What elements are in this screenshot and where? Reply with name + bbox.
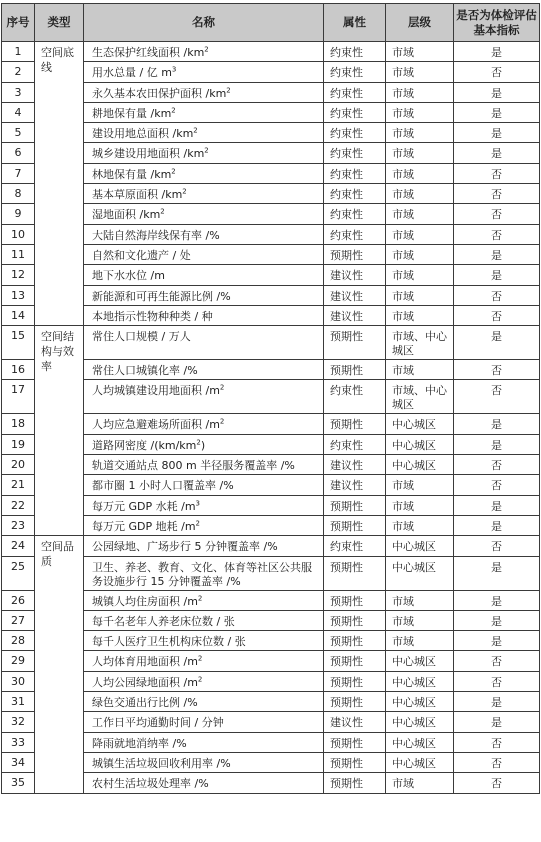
table-row — [2, 326, 540, 360]
cell-attr: 约束性 — [324, 380, 386, 414]
indicator-name: 城镇人均住房面积 /m — [92, 594, 198, 608]
cell-no: 33 — [2, 732, 35, 752]
cell-level: 市域 — [386, 515, 454, 535]
indicator-name: 城镇生活垃圾回收利用率 /% — [92, 756, 231, 770]
cell-name — [84, 752, 324, 772]
cell-no: 21 — [2, 475, 35, 495]
cell-level: 市域 — [386, 360, 454, 380]
cell-level: 市域 — [386, 143, 454, 163]
cell-basic: 是 — [454, 712, 540, 732]
cell-level: 中心城区 — [386, 752, 454, 772]
unit-exponent: 2 — [197, 675, 203, 684]
cell-name — [84, 631, 324, 651]
cell-attr: 预期性 — [324, 326, 386, 360]
unit-exponent: 3 — [171, 65, 177, 74]
cell-no: 32 — [2, 712, 35, 732]
unit-exponent: 2 — [195, 519, 201, 528]
cell-type: 空间底线 — [35, 42, 84, 326]
indicator-name: 常住人口规模 / 万人 — [92, 330, 191, 344]
cell-level: 市域 — [386, 82, 454, 102]
cell-attr: 预期性 — [324, 692, 386, 712]
cell-name — [84, 475, 324, 495]
cell-no: 13 — [2, 285, 35, 305]
cell-attr: 预期性 — [324, 556, 386, 590]
cell-basic: 否 — [454, 536, 540, 556]
cell-level: 市域、中心城区 — [386, 326, 454, 360]
cell-no: 29 — [2, 651, 35, 671]
indicator-name: 用水总量 / 亿 m — [92, 66, 172, 80]
cell-attr: 预期性 — [324, 651, 386, 671]
cell-attr: 建议性 — [324, 475, 386, 495]
indicator-name: 每千人医疗卫生机构床位数 / 张 — [92, 635, 246, 649]
cell-no: 34 — [2, 752, 35, 772]
indicator-name: 永久基本农田保护面积 /km — [92, 86, 227, 100]
cell-basic: 否 — [454, 62, 540, 82]
unit-exponent: 2 — [171, 167, 176, 176]
indicator-name: 常住人口城镇化率 /% — [92, 364, 198, 378]
cell-basic: 是 — [454, 102, 540, 122]
cell-attr: 约束性 — [324, 102, 386, 122]
cell-name — [84, 305, 324, 325]
cell-attr: 预期性 — [324, 244, 386, 264]
cell-no: 14 — [2, 305, 35, 325]
cell-no: 31 — [2, 692, 35, 712]
cell-name — [84, 265, 324, 285]
cell-name — [84, 610, 324, 630]
cell-no: 18 — [2, 414, 35, 434]
cell-no: 30 — [2, 671, 35, 691]
cell-level: 市域 — [386, 62, 454, 82]
unit-exponent: 2 — [197, 593, 203, 602]
cell-name — [84, 244, 324, 264]
cell-name — [84, 360, 324, 380]
cell-attr: 约束性 — [324, 163, 386, 183]
cell-name — [84, 224, 324, 244]
cell-name — [84, 536, 324, 556]
cell-attr: 预期性 — [324, 752, 386, 772]
cell-name — [84, 712, 324, 732]
unit-exponent: 2 — [204, 45, 209, 54]
cell-basic: 是 — [454, 82, 540, 102]
table-header — [2, 4, 540, 42]
cell-no: 7 — [2, 163, 35, 183]
unit-exponent: 2 — [226, 85, 231, 94]
cell-no: 20 — [2, 455, 35, 475]
cell-level: 市域 — [386, 773, 454, 793]
cell-basic: 否 — [454, 651, 540, 671]
cell-basic: 是 — [454, 631, 540, 651]
cell-basic: 否 — [454, 184, 540, 204]
cell-level: 中心城区 — [386, 556, 454, 590]
cell-no: 27 — [2, 610, 35, 630]
cell-name — [84, 62, 324, 82]
cell-no: 2 — [2, 62, 35, 82]
cell-attr: 约束性 — [324, 62, 386, 82]
cell-basic: 是 — [454, 610, 540, 630]
cell-attr: 约束性 — [324, 184, 386, 204]
cell-name — [84, 671, 324, 691]
indicator-name: 降雨就地消纳率 /% — [92, 736, 187, 750]
cell-basic: 否 — [454, 305, 540, 325]
cell-name — [84, 773, 324, 793]
cell-level: 市域 — [386, 495, 454, 515]
cell-attr: 约束性 — [324, 82, 386, 102]
indicator-name: 公园绿地、广场步行 5 分钟覆盖率 /% — [92, 540, 278, 554]
indicator-name: 卫生、养老、教育、文化、体育等社区公共服务设施步行 15 分钟覆盖率 /% — [92, 560, 312, 588]
cell-name — [84, 692, 324, 712]
cell-basic: 否 — [454, 732, 540, 752]
cell-name — [84, 42, 324, 62]
table-row — [2, 536, 540, 556]
cell-basic: 是 — [454, 590, 540, 610]
cell-no: 6 — [2, 143, 35, 163]
cell-level: 中心城区 — [386, 536, 454, 556]
cell-basic: 是 — [454, 244, 540, 264]
indicator-name: 绿色交通出行比例 /% — [92, 696, 198, 710]
indicator-name: 都市圈 1 小时人口覆盖率 /% — [92, 479, 234, 493]
cell-level: 中心城区 — [386, 434, 454, 454]
cell-name — [84, 590, 324, 610]
cell-name — [84, 414, 324, 434]
indicator-name: 人均体育用地面积 /m — [92, 655, 198, 669]
cell-attr: 预期性 — [324, 773, 386, 793]
cell-basic: 否 — [454, 163, 540, 183]
cell-level: 市域 — [386, 305, 454, 325]
cell-basic: 否 — [454, 671, 540, 691]
cell-level: 市域 — [386, 631, 454, 651]
cell-level: 市域 — [386, 163, 454, 183]
cell-level: 市域 — [386, 123, 454, 143]
indicator-name: 每万元 GDP 水耗 /m — [92, 499, 196, 513]
cell-no: 25 — [2, 556, 35, 590]
cell-no: 11 — [2, 244, 35, 264]
cell-basic: 否 — [454, 752, 540, 772]
cell-level: 市域 — [386, 224, 454, 244]
cell-basic: 否 — [454, 360, 540, 380]
cell-attr: 预期性 — [324, 732, 386, 752]
indicator-name: 基本草原面积 /km — [92, 188, 183, 202]
cell-name — [84, 515, 324, 535]
cell-basic: 否 — [454, 773, 540, 793]
indicator-table — [1, 3, 540, 794]
cell-attr: 预期性 — [324, 671, 386, 691]
cell-attr: 约束性 — [324, 123, 386, 143]
cell-no: 22 — [2, 495, 35, 515]
indicator-name: 林地保有量 /km — [92, 167, 172, 181]
indicator-name: 农村生活垃圾处理率 /% — [92, 777, 209, 791]
cell-level: 市域 — [386, 42, 454, 62]
cell-name — [84, 651, 324, 671]
header-type: 类型 — [35, 4, 84, 42]
indicator-name: 每万元 GDP 地耗 /m — [92, 519, 196, 533]
cell-name — [84, 434, 324, 454]
cell-level: 中心城区 — [386, 455, 454, 475]
cell-name — [84, 102, 324, 122]
cell-name — [84, 495, 324, 515]
cell-attr: 预期性 — [324, 590, 386, 610]
cell-type: 空间品质 — [35, 536, 84, 793]
unit-exponent: 2 — [182, 187, 187, 196]
cell-level: 中心城区 — [386, 692, 454, 712]
cell-name — [84, 184, 324, 204]
cell-name — [84, 143, 324, 163]
cell-attr: 约束性 — [324, 536, 386, 556]
cell-name — [84, 326, 324, 360]
unit-exponent: 2 — [171, 106, 176, 115]
cell-level: 中心城区 — [386, 671, 454, 691]
cell-name — [84, 732, 324, 752]
cell-no: 17 — [2, 380, 35, 414]
cell-attr: 预期性 — [324, 414, 386, 434]
cell-no: 26 — [2, 590, 35, 610]
indicator-name: 轨道交通站点 800 m 半径服务覆盖率 /% — [92, 459, 295, 473]
cell-basic: 是 — [454, 434, 540, 454]
table-row — [2, 42, 540, 62]
cell-attr: 约束性 — [324, 224, 386, 244]
indicator-name: 自然和文化遗产 / 处 — [92, 248, 191, 262]
cell-no: 23 — [2, 515, 35, 535]
cell-name — [84, 82, 324, 102]
cell-basic: 否 — [454, 475, 540, 495]
cell-basic: 是 — [454, 495, 540, 515]
cell-name — [84, 556, 324, 590]
cell-level: 市域 — [386, 102, 454, 122]
cell-level: 市域 — [386, 265, 454, 285]
cell-basic: 是 — [454, 265, 540, 285]
cell-name — [84, 285, 324, 305]
cell-attr: 预期性 — [324, 515, 386, 535]
indicator-name: 湿地面积 /km — [92, 208, 161, 222]
cell-name — [84, 163, 324, 183]
cell-no: 19 — [2, 434, 35, 454]
cell-no: 3 — [2, 82, 35, 102]
cell-level: 中心城区 — [386, 732, 454, 752]
cell-level: 市域 — [386, 285, 454, 305]
cell-attr: 建议性 — [324, 265, 386, 285]
unit-suffix: ) — [200, 438, 206, 452]
indicator-name: 耕地保有量 /km — [92, 106, 172, 120]
indicator-name: 工作日平均通勤时间 / 分钟 — [92, 716, 224, 730]
cell-no: 1 — [2, 42, 35, 62]
cell-basic: 是 — [454, 326, 540, 360]
cell-basic: 是 — [454, 515, 540, 535]
unit-exponent: 2 — [160, 207, 165, 216]
cell-attr: 建议性 — [324, 455, 386, 475]
unit-exponent: 2 — [197, 654, 203, 663]
cell-attr: 约束性 — [324, 42, 386, 62]
cell-basic: 否 — [454, 455, 540, 475]
cell-level: 中心城区 — [386, 414, 454, 434]
cell-name — [84, 455, 324, 475]
cell-name — [84, 380, 324, 414]
cell-basic: 否 — [454, 204, 540, 224]
cell-no: 28 — [2, 631, 35, 651]
cell-level: 市域、中心城区 — [386, 380, 454, 414]
indicator-name: 道路网密度 /(km/km — [92, 438, 197, 452]
cell-level: 中心城区 — [386, 712, 454, 732]
cell-attr: 约束性 — [324, 204, 386, 224]
cell-level: 市域 — [386, 610, 454, 630]
cell-name — [84, 123, 324, 143]
indicator-name: 生态保护红线面积 /km — [92, 46, 205, 59]
indicator-name: 本地指示性物种种类 / 种 — [92, 309, 213, 323]
cell-basic: 是 — [454, 414, 540, 434]
cell-level: 市域 — [386, 184, 454, 204]
cell-level: 市域 — [386, 204, 454, 224]
cell-attr: 预期性 — [324, 360, 386, 380]
indicator-name: 大陆自然海岸线保有率 /% — [92, 228, 220, 242]
indicator-name: 新能源和可再生能源比例 /% — [92, 289, 231, 303]
cell-basic: 否 — [454, 285, 540, 305]
cell-name — [84, 204, 324, 224]
header-basic: 是否为体检评估基本指标 — [454, 4, 540, 42]
unit-exponent: 2 — [204, 146, 209, 155]
header-no: 序号 — [2, 4, 35, 42]
unit-exponent: 2 — [193, 126, 198, 135]
cell-attr: 建议性 — [324, 285, 386, 305]
cell-type: 空间结构与效率 — [35, 326, 84, 536]
cell-basic: 是 — [454, 692, 540, 712]
cell-basic: 是 — [454, 42, 540, 62]
indicator-name: 人均公园绿地面积 /m — [92, 675, 198, 689]
cell-no: 4 — [2, 102, 35, 122]
unit-exponent: 2 — [219, 417, 225, 426]
cell-basic: 是 — [454, 556, 540, 590]
table-body — [2, 42, 540, 794]
cell-level: 市域 — [386, 590, 454, 610]
header-level: 层级 — [386, 4, 454, 42]
cell-no: 8 — [2, 184, 35, 204]
cell-no: 15 — [2, 326, 35, 360]
cell-no: 24 — [2, 536, 35, 556]
cell-attr: 预期性 — [324, 610, 386, 630]
header-name: 名称 — [84, 4, 324, 42]
indicator-name: 建设用地总面积 /km — [92, 127, 194, 141]
header-attr: 属性 — [324, 4, 386, 42]
unit-exponent: 2 — [196, 438, 201, 447]
cell-attr: 建议性 — [324, 305, 386, 325]
cell-level: 中心城区 — [386, 651, 454, 671]
cell-no: 10 — [2, 224, 35, 244]
cell-attr: 预期性 — [324, 631, 386, 651]
cell-attr: 约束性 — [324, 143, 386, 163]
unit-exponent: 3 — [195, 498, 201, 507]
cell-no: 5 — [2, 123, 35, 143]
cell-attr: 约束性 — [324, 434, 386, 454]
cell-basic: 是 — [454, 143, 540, 163]
cell-basic: 是 — [454, 123, 540, 143]
cell-no: 12 — [2, 265, 35, 285]
indicator-name: 地下水水位 /m — [92, 269, 165, 283]
indicator-name: 每千名老年人养老床位数 / 张 — [92, 614, 235, 628]
cell-basic: 否 — [454, 380, 540, 414]
cell-basic: 否 — [454, 224, 540, 244]
cell-no: 16 — [2, 360, 35, 380]
cell-level: 市域 — [386, 475, 454, 495]
cell-no: 9 — [2, 204, 35, 224]
unit-exponent: 2 — [219, 383, 225, 392]
indicator-name: 城乡建设用地面积 /km — [92, 147, 205, 161]
cell-level: 市域 — [386, 244, 454, 264]
indicator-name: 人均应急避难场所面积 /m — [92, 418, 220, 432]
indicator-name: 人均城镇建设用地面积 /m — [92, 384, 220, 398]
cell-attr: 预期性 — [324, 495, 386, 515]
cell-no: 35 — [2, 773, 35, 793]
cell-attr: 建议性 — [324, 712, 386, 732]
